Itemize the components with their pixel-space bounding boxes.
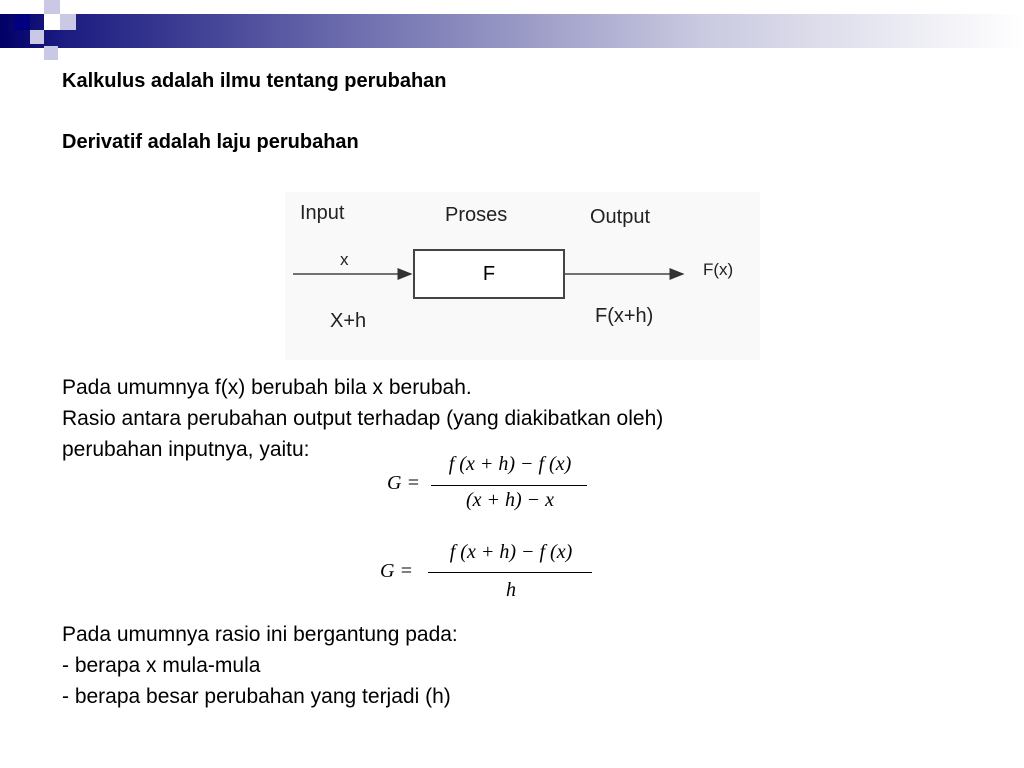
process-label: Proses xyxy=(445,204,508,226)
header-gradient-bar xyxy=(0,14,1024,48)
paragraph-line: perubahan inputnya, yaitu: xyxy=(62,438,310,461)
list-item: - berapa x mula-mula xyxy=(62,654,261,677)
output-label: Output xyxy=(590,206,651,228)
decor-square-light xyxy=(60,14,76,30)
paragraph-line: Pada umumnya rasio ini bergantung pada: xyxy=(62,623,458,646)
formula-denominator: (x + h) − x xyxy=(465,489,555,511)
paragraph-line: Pada umumnya f(x) berubah bila x berubah. xyxy=(62,376,472,399)
formula-numerator: f (x + h) − f (x) xyxy=(449,541,573,563)
formula-simplified xyxy=(378,538,603,608)
output-fxh-label: F(x+h) xyxy=(595,305,654,327)
input-xh-label: X+h xyxy=(330,310,367,332)
formula-difference-quotient xyxy=(385,450,595,520)
decor-square-light xyxy=(30,30,44,44)
heading-calculus: Kalkulus adalah ilmu tentang perubahan xyxy=(62,70,447,92)
input-x-label: x xyxy=(340,250,349,269)
process-box xyxy=(413,249,565,299)
formula-denominator: h xyxy=(506,579,516,601)
fraction-bar xyxy=(428,572,592,573)
input-label: Input xyxy=(300,202,345,224)
paragraph-line: Rasio antara perubahan output terhadap (yang diakibatkan oleh) xyxy=(62,407,664,430)
process-diagram xyxy=(285,192,760,360)
formula-lhs: G = xyxy=(387,472,420,494)
formula-numerator: f (x + h) − f (x) xyxy=(448,453,572,475)
list-item: - berapa besar perubahan yang terjadi (h) xyxy=(62,685,451,708)
output-fx-label: F(x) xyxy=(703,260,734,279)
fraction-bar xyxy=(431,485,587,486)
decor-square-dark xyxy=(14,14,30,30)
heading-derivative: Derivatif adalah laju perubahan xyxy=(62,131,359,153)
process-box-label: F xyxy=(482,262,496,285)
formula-lhs: G = xyxy=(380,560,413,582)
decor-square-light xyxy=(44,46,58,60)
decor-square-white xyxy=(44,14,60,30)
decor-square-light xyxy=(44,0,60,14)
